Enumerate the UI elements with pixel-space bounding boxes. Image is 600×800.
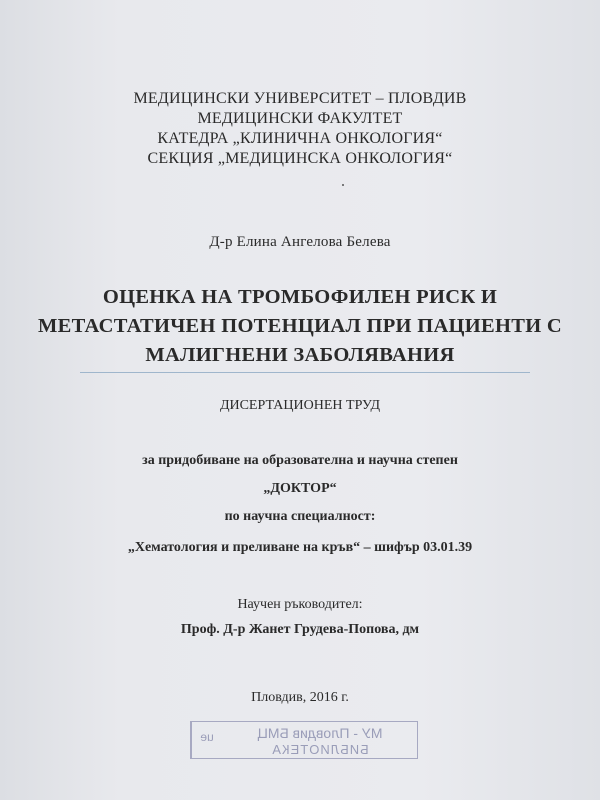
university-name: МЕДИЦИНСКИ УНИВЕРСИТЕТ – ПЛОВДИВ <box>133 90 467 107</box>
stamp-line-2: БИБЛИОТЕКА <box>271 742 369 757</box>
ink-dot <box>342 184 344 186</box>
stamp-cell: ue <box>191 722 222 758</box>
degree-purpose: за придобиване на образователна и научна степен <box>142 453 458 468</box>
thesis-title-line-3: МАЛИГНЕНИ ЗАБОЛЯВАНИЯ <box>145 344 455 366</box>
specialty: „Хематология и преливане на кръв“ – шифър 03.01.39 <box>127 540 473 555</box>
department-name: КАТЕДРА „КЛИНИЧНА ОНКОЛОГИЯ“ <box>157 130 443 147</box>
section-name: СЕКЦИЯ „МЕДИЦИНСКА ОНКОЛОГИЯ“ <box>147 150 453 167</box>
place-year: Пловдив, 2016 г. <box>251 690 349 705</box>
faculty-name: МЕДИЦИНСКИ ФАКУЛТЕТ <box>197 110 403 127</box>
author-name: Д-р Елина Ангелова Белева <box>209 234 391 250</box>
specialty-label: по научна специалност: <box>224 509 376 524</box>
thesis-title-line-1: ОЦЕНКА НА ТРОМБОФИЛЕН РИСК И <box>102 286 498 308</box>
library-stamp <box>190 721 418 759</box>
work-type: ДИСЕРТАЦИОНЕН ТРУД <box>219 398 381 413</box>
thesis-title-line-2: МЕТАСТАТИЧЕН ПОТЕНЦИАЛ ПРИ ПАЦИЕНТИ С <box>37 315 563 337</box>
supervisor-name: Проф. Д-р Жанет Грудева-Попова, дм <box>180 622 420 637</box>
stamp-line-1: МУ - Пловдив БМЦ <box>257 725 383 741</box>
supervisor-label: Научен ръководител: <box>237 597 363 612</box>
divider <box>80 372 530 373</box>
degree-name: „ДОКТОР“ <box>263 481 337 496</box>
